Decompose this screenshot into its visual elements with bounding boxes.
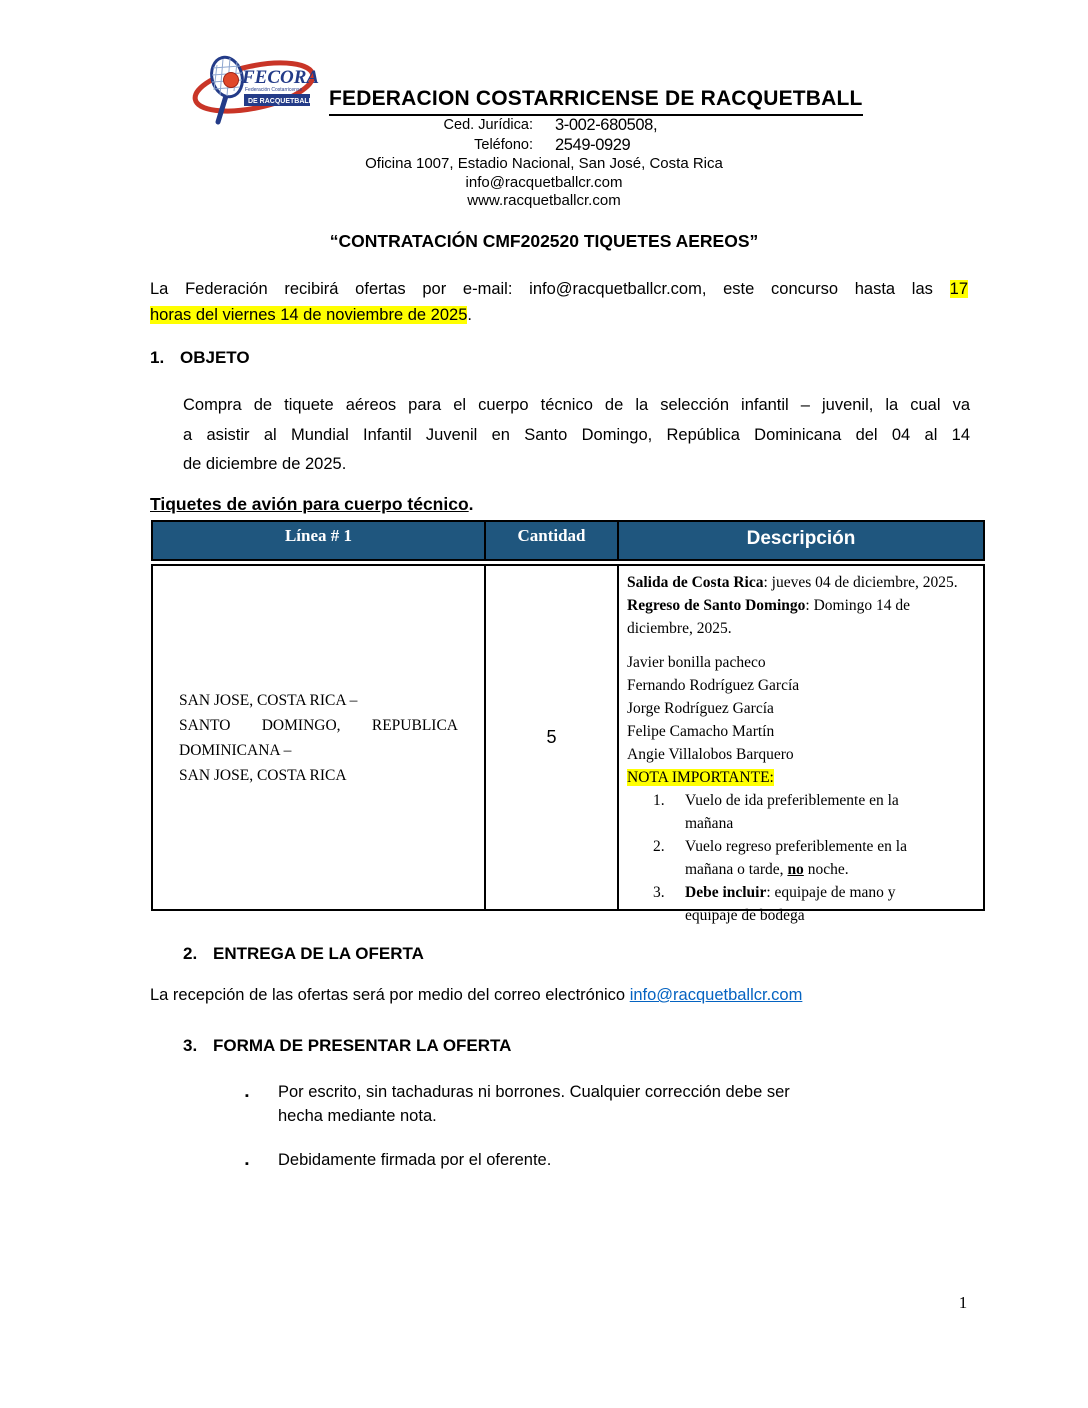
org-email: info@racquetballcr.com — [465, 173, 623, 191]
logo-brand-text: FECORA — [242, 67, 320, 88]
route-line: DOMINICANA – — [179, 741, 292, 759]
route-line: SAN JOSE, COSTA RICA — [179, 766, 347, 784]
section-heading-forma — [183, 1036, 511, 1056]
intro-paragraph — [150, 277, 968, 328]
document-title: “CONTRATACIÓN CMF202520 TIQUETES AEREOS” — [329, 231, 759, 251]
intro-text-period: . — [467, 305, 472, 324]
note-item: 1. Vuelo de ida preferiblemente en la mañana — [653, 792, 899, 832]
section-title: FORMA DE PRESENTAR LA OFERTA — [213, 1036, 512, 1055]
route-line: SAN JOSE, COSTA RICA – — [179, 691, 358, 709]
entrega-paragraph: La recepción de las ofertas será por medio del correo electrónico info@racquetballcr.com — [150, 986, 803, 1004]
section-heading-objeto — [150, 348, 250, 368]
highlighted-deadline-hours: 17 — [949, 280, 968, 298]
list-item: ▪ Debidamente firmada por el oferente. — [245, 1148, 908, 1176]
contact-value: 3-002-680508, — [555, 116, 658, 134]
section-title: ENTREGA DE LA OFERTA — [213, 944, 424, 963]
column-header-descripcion: Descripción — [746, 528, 856, 549]
contact-row — [0, 136, 1088, 156]
passenger-name: Javier bonilla pacheco — [627, 654, 766, 671]
flights-table — [151, 520, 985, 924]
email-link[interactable]: info@racquetballcr.com — [629, 986, 803, 1004]
section-number: 1. — [150, 348, 165, 367]
contact-label: Teléfono: — [474, 136, 533, 153]
section-number: 3. — [183, 1036, 198, 1055]
section-heading-entrega — [183, 944, 424, 964]
quantity-cell: 5 — [486, 566, 619, 909]
org-name: FEDERACION COSTARRICENSE DE RACQUETBALL — [329, 87, 863, 116]
logo-banner-text: DE RACQUETBALL — [248, 98, 313, 105]
section-title: OBJETO — [180, 348, 250, 367]
column-header-linea: Línea # 1 — [153, 522, 486, 559]
passenger-name: Angie Villalobos Barquero — [627, 746, 794, 763]
table-header-row — [151, 520, 985, 561]
org-website: www.racquetballcr.com — [467, 192, 621, 209]
org-address: Oficina 1007, Estadio Nacional, San José, Costa Rica — [365, 155, 723, 172]
return-info: Regreso de Santo Domingo: Domingo 14 de diciembre, 2025. — [627, 597, 911, 637]
square-bullet-icon: ▪ — [245, 1158, 249, 1170]
departure-info: Salida de Costa Rica: jueves 04 de diciembre, 2025. — [627, 574, 958, 591]
table-heading: Tiquetes de avión para cuerpo técnico. — [150, 494, 474, 514]
column-header-cantidad: Cantidad — [486, 522, 619, 559]
contact-value: 2549-0929 — [555, 135, 631, 154]
important-note-label: NOTA IMPORTANTE: — [627, 769, 774, 786]
list-item: ▪ Por escrito, sin tachaduras ni borrones. Cualquier corrección debe ser hecha mediante nota. — [245, 1080, 908, 1128]
section-number: 2. — [183, 944, 198, 963]
note-item: 3. Debe incluir: equipaje de mano y equipaje de bodega — [653, 884, 896, 924]
contact-row — [0, 116, 1088, 136]
route-cell — [153, 566, 486, 909]
description-cell — [619, 566, 983, 924]
paragraph-line: Compra de tiquete aéreos para el cuerpo técnico de la selección infantil – juvenil, la cual va — [183, 396, 970, 414]
paragraph-line: de diciembre de 2025. — [183, 455, 347, 473]
table-row — [151, 564, 985, 924]
intro-text: La Federación recibirá ofertas por e-mail: info@racquetballcr.com, este concurso hasta las — [150, 280, 950, 298]
passenger-name: Jorge Rodríguez García — [627, 700, 774, 717]
logo-subtitle-text: Federación Costarricense — [245, 87, 303, 93]
highlighted-deadline-date: horas del viernes 14 de noviembre de 2025 — [150, 305, 468, 324]
paragraph-line: a asistir al Mundial Infantil Juvenil en Santo Domingo, República Dominicana del 04 al 14 — [183, 425, 970, 444]
square-bullet-icon: ▪ — [245, 1090, 249, 1102]
org-contact-block — [0, 116, 1088, 211]
passenger-name: Felipe Camacho Martín — [627, 723, 775, 740]
page-number: 1 — [958, 1293, 968, 1312]
objeto-paragraph — [183, 391, 970, 480]
contact-label: Ced. Jurídica: — [443, 117, 533, 133]
route-line: SANTO DOMINGO, REPUBLICA — [179, 716, 458, 734]
passenger-name: Fernando Rodríguez García — [627, 677, 800, 694]
note-item: 2. Vuelo regreso preferiblemente en la mañana o tarde, no noche. — [653, 838, 907, 878]
